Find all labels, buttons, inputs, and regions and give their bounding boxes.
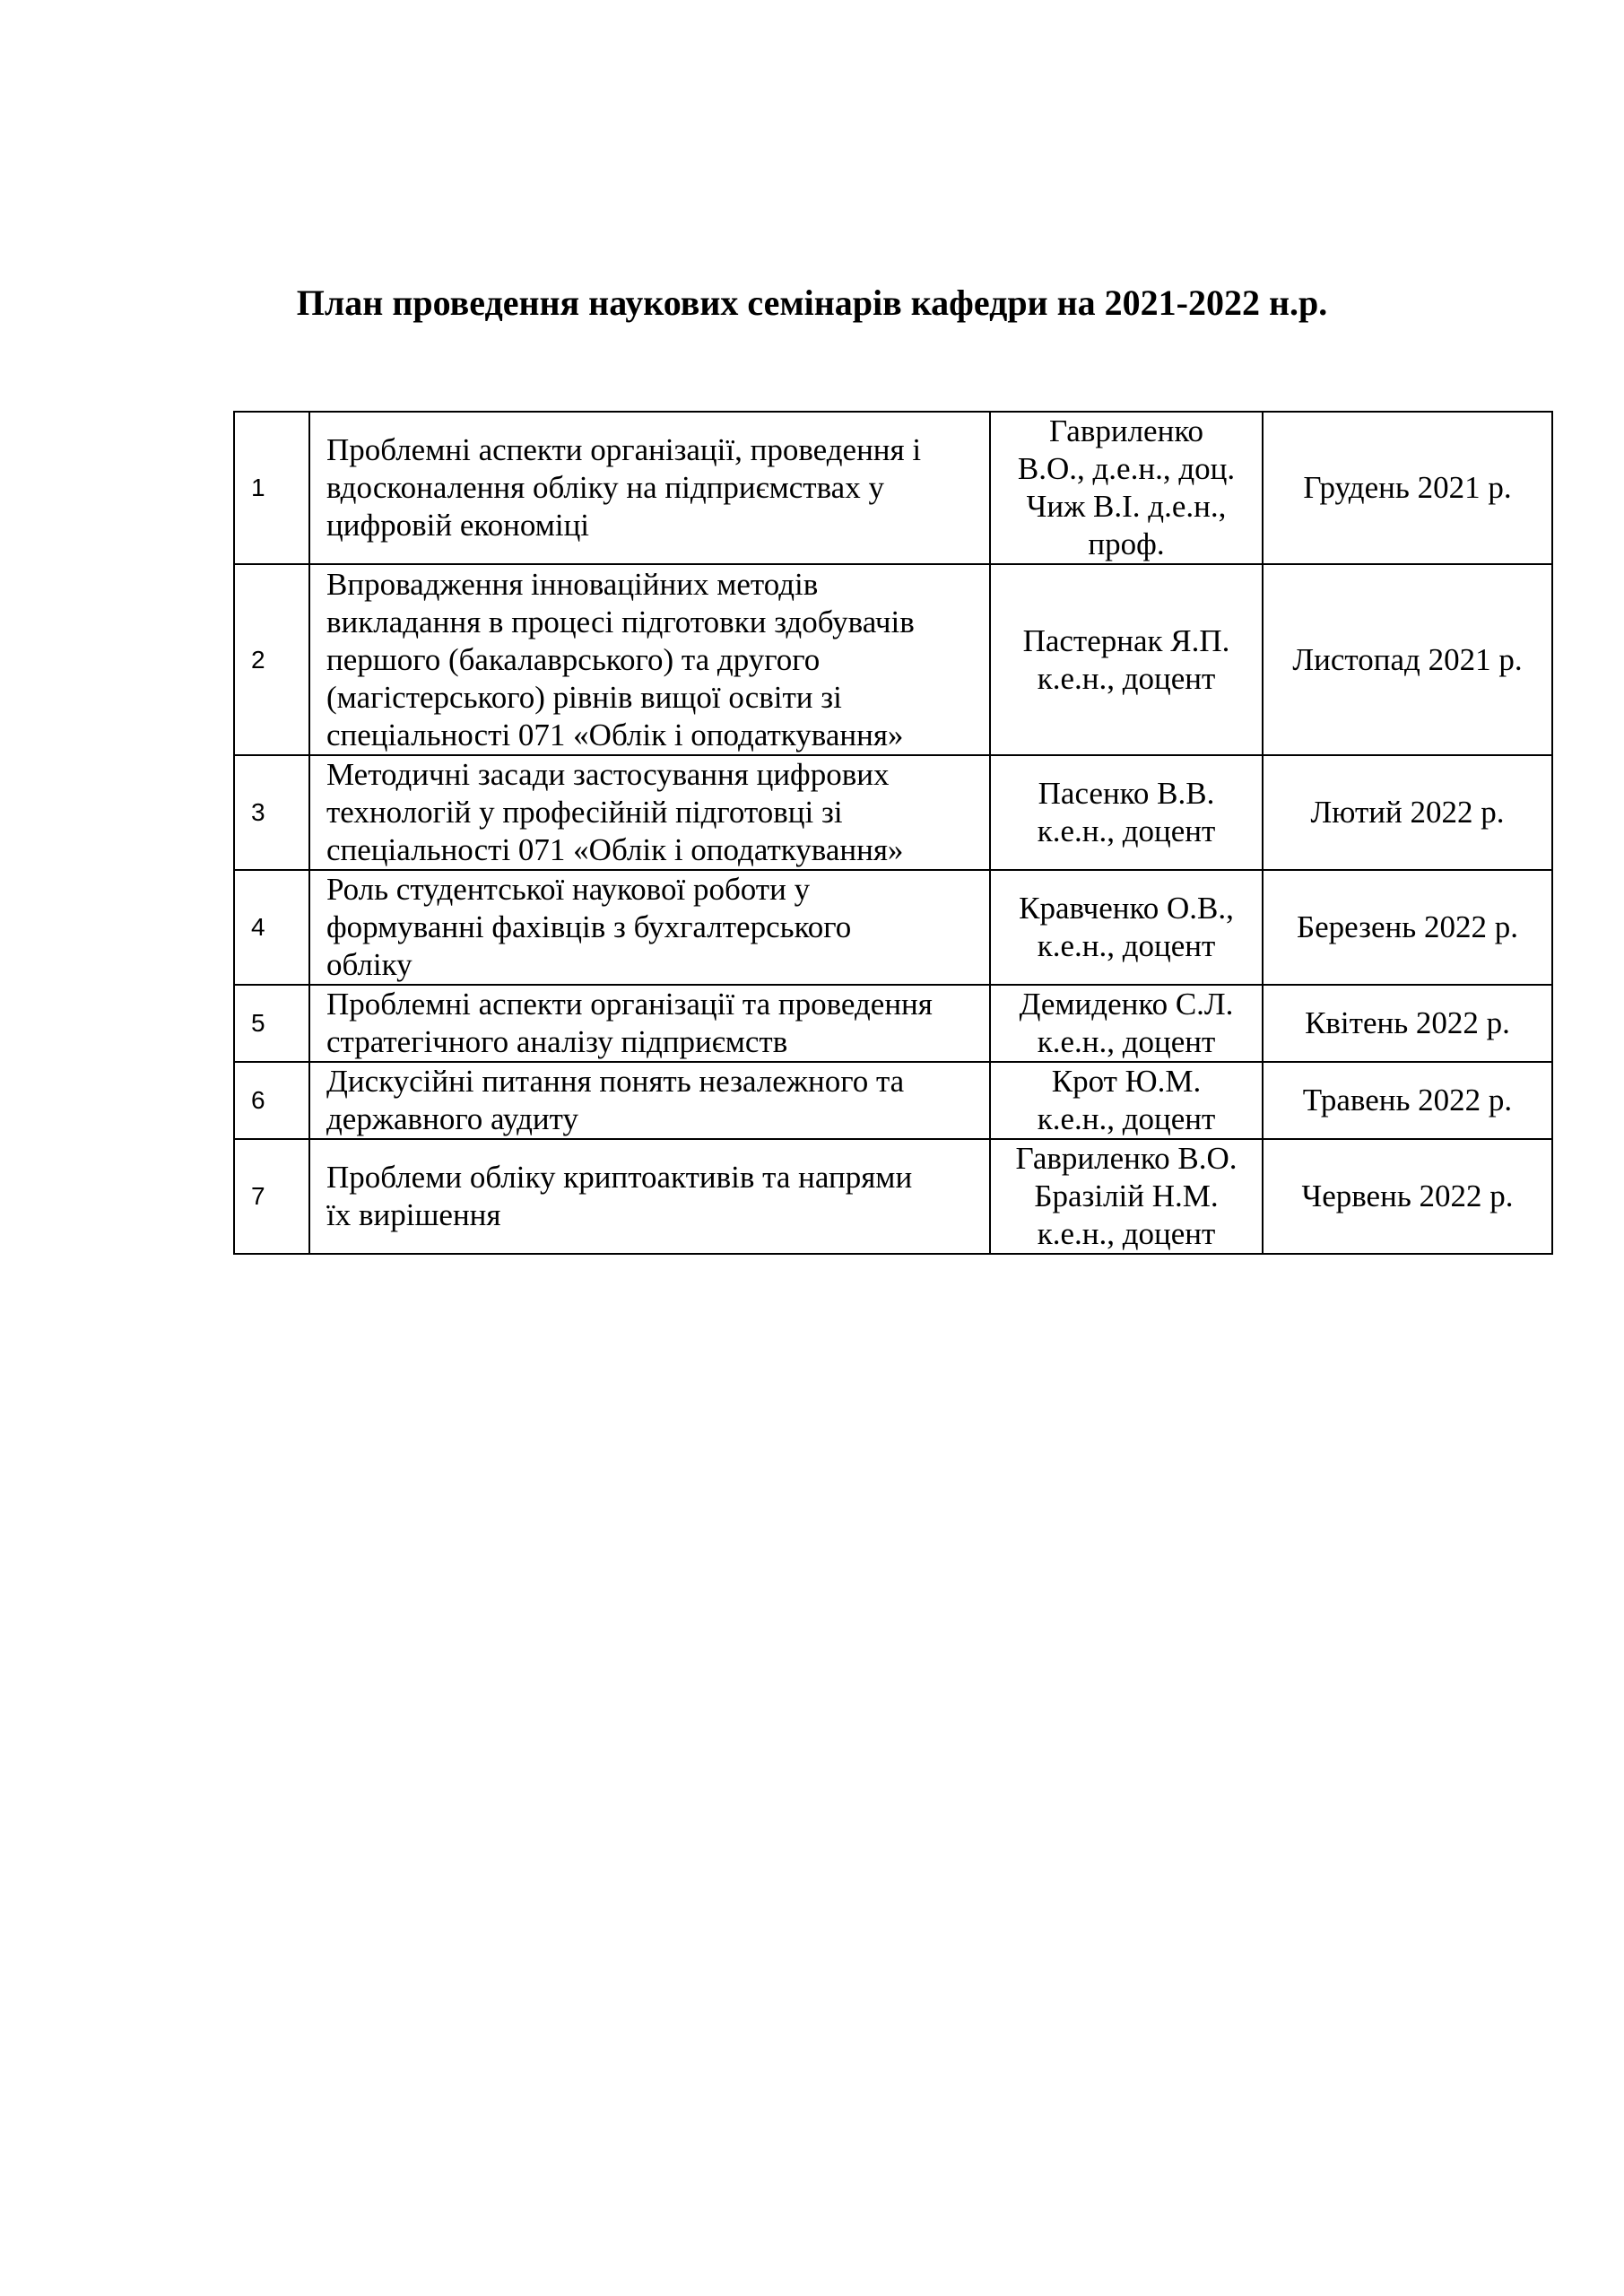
topic-line: вдосконалення обліку на підприємствах у [326, 470, 884, 505]
topic-line: спеціальності 071 «Облік і оподаткування» [326, 832, 904, 867]
topic-line: Проблеми обліку криптоактивів та напрями [326, 1160, 913, 1195]
table-row [234, 985, 1552, 1062]
topic-line: Проблемні аспекти організації та проведення [326, 987, 933, 1022]
responsible-line: проф. [1088, 526, 1165, 561]
seminar-topic [309, 755, 990, 870]
table-row [234, 755, 1552, 870]
seminar-date: Грудень 2021 р. [1263, 412, 1552, 564]
responsible-line: к.е.н., доцент [1037, 660, 1216, 696]
responsible-line: Гавриленко В.О. [1015, 1141, 1238, 1176]
seminar-topic [309, 985, 990, 1062]
table-row [234, 870, 1552, 985]
table-row [234, 1139, 1552, 1254]
seminar-date: Березень 2022 р. [1263, 870, 1552, 985]
responsible-person [990, 755, 1263, 870]
topic-line: державного аудиту [326, 1101, 578, 1136]
seminar-date: Листопад 2021 р. [1263, 564, 1552, 755]
page-title: План проведення наукових семінарів кафедри на 2021-2022 н.р. [296, 283, 1328, 323]
seminar-table-body [234, 412, 1552, 1254]
row-number: 3 [234, 755, 309, 870]
topic-line: їх вирішення [326, 1197, 501, 1232]
responsible-line: к.е.н., доцент [1037, 1216, 1216, 1251]
seminar-date: Травень 2022 р. [1263, 1062, 1552, 1139]
row-number: 5 [234, 985, 309, 1062]
row-number: 6 [234, 1062, 309, 1139]
responsible-line: к.е.н., доцент [1037, 1024, 1216, 1059]
responsible-person [990, 412, 1263, 564]
topic-line: цифровій економіці [326, 508, 590, 543]
topic-line: обліку [326, 947, 413, 982]
topic-line: викладання в процесі підготовки здобувачів [326, 604, 915, 639]
responsible-line: Пасенко В.В. [1038, 776, 1215, 811]
seminar-topic [309, 412, 990, 564]
row-number: 4 [234, 870, 309, 985]
responsible-line: Чиж В.І. д.е.н., [1026, 489, 1227, 524]
seminar-topic [309, 1062, 990, 1139]
topic-line: технологій у професійній підготовці зі [326, 795, 843, 830]
topic-line: Дискусійні питання понять незалежного та [326, 1064, 905, 1099]
responsible-line: В.О., д.е.н., доц. [1017, 451, 1236, 486]
topic-line: першого (бакалаврського) та другого [326, 641, 821, 677]
row-number: 1 [234, 412, 309, 564]
topic-line: спеціальності 071 «Облік і оподаткування» [326, 717, 904, 752]
responsible-line: к.е.н., доцент [1037, 928, 1216, 963]
responsible-person [990, 985, 1263, 1062]
topic-line: формуванні фахівців з бухгалтерського [326, 909, 852, 944]
responsible-person [990, 564, 1263, 755]
responsible-line: к.е.н., доцент [1037, 813, 1216, 848]
topic-line: Проблемні аспекти організації, проведення і [326, 432, 922, 467]
responsible-line: Крот Ю.М. [1051, 1064, 1202, 1099]
seminar-plan-table [233, 411, 1553, 1255]
topic-line: Роль студентської наукової роботи у [326, 872, 811, 907]
responsible-line: Кравченко О.В., [1019, 891, 1234, 926]
seminar-date: Червень 2022 р. [1263, 1139, 1552, 1254]
responsible-person [990, 1139, 1263, 1254]
responsible-line: Бразілій Н.М. [1034, 1178, 1219, 1213]
table-row [234, 412, 1552, 564]
row-number: 7 [234, 1139, 309, 1254]
seminar-date: Квітень 2022 р. [1263, 985, 1552, 1062]
responsible-line: Гавриленко [1048, 413, 1204, 448]
seminar-topic [309, 1139, 990, 1254]
topic-line: Методичні засади застосування цифрових [326, 757, 890, 792]
responsible-person [990, 1062, 1263, 1139]
topic-line: (магістерського) рівнів вищої освіти зі [326, 679, 842, 715]
seminar-topic [309, 870, 990, 985]
table-row [234, 1062, 1552, 1139]
responsible-line: к.е.н., доцент [1037, 1101, 1216, 1136]
topic-line: стратегічного аналізу підприємств [326, 1024, 788, 1059]
responsible-line: Демиденко С.Л. [1019, 987, 1234, 1022]
seminar-date: Лютий 2022 р. [1263, 755, 1552, 870]
seminar-topic [309, 564, 990, 755]
topic-line: Впровадження інноваційних методів [326, 566, 819, 602]
responsible-line: Пастернак Я.П. [1022, 622, 1230, 658]
table-row [234, 564, 1552, 755]
row-number: 2 [234, 564, 309, 755]
responsible-person [990, 870, 1263, 985]
